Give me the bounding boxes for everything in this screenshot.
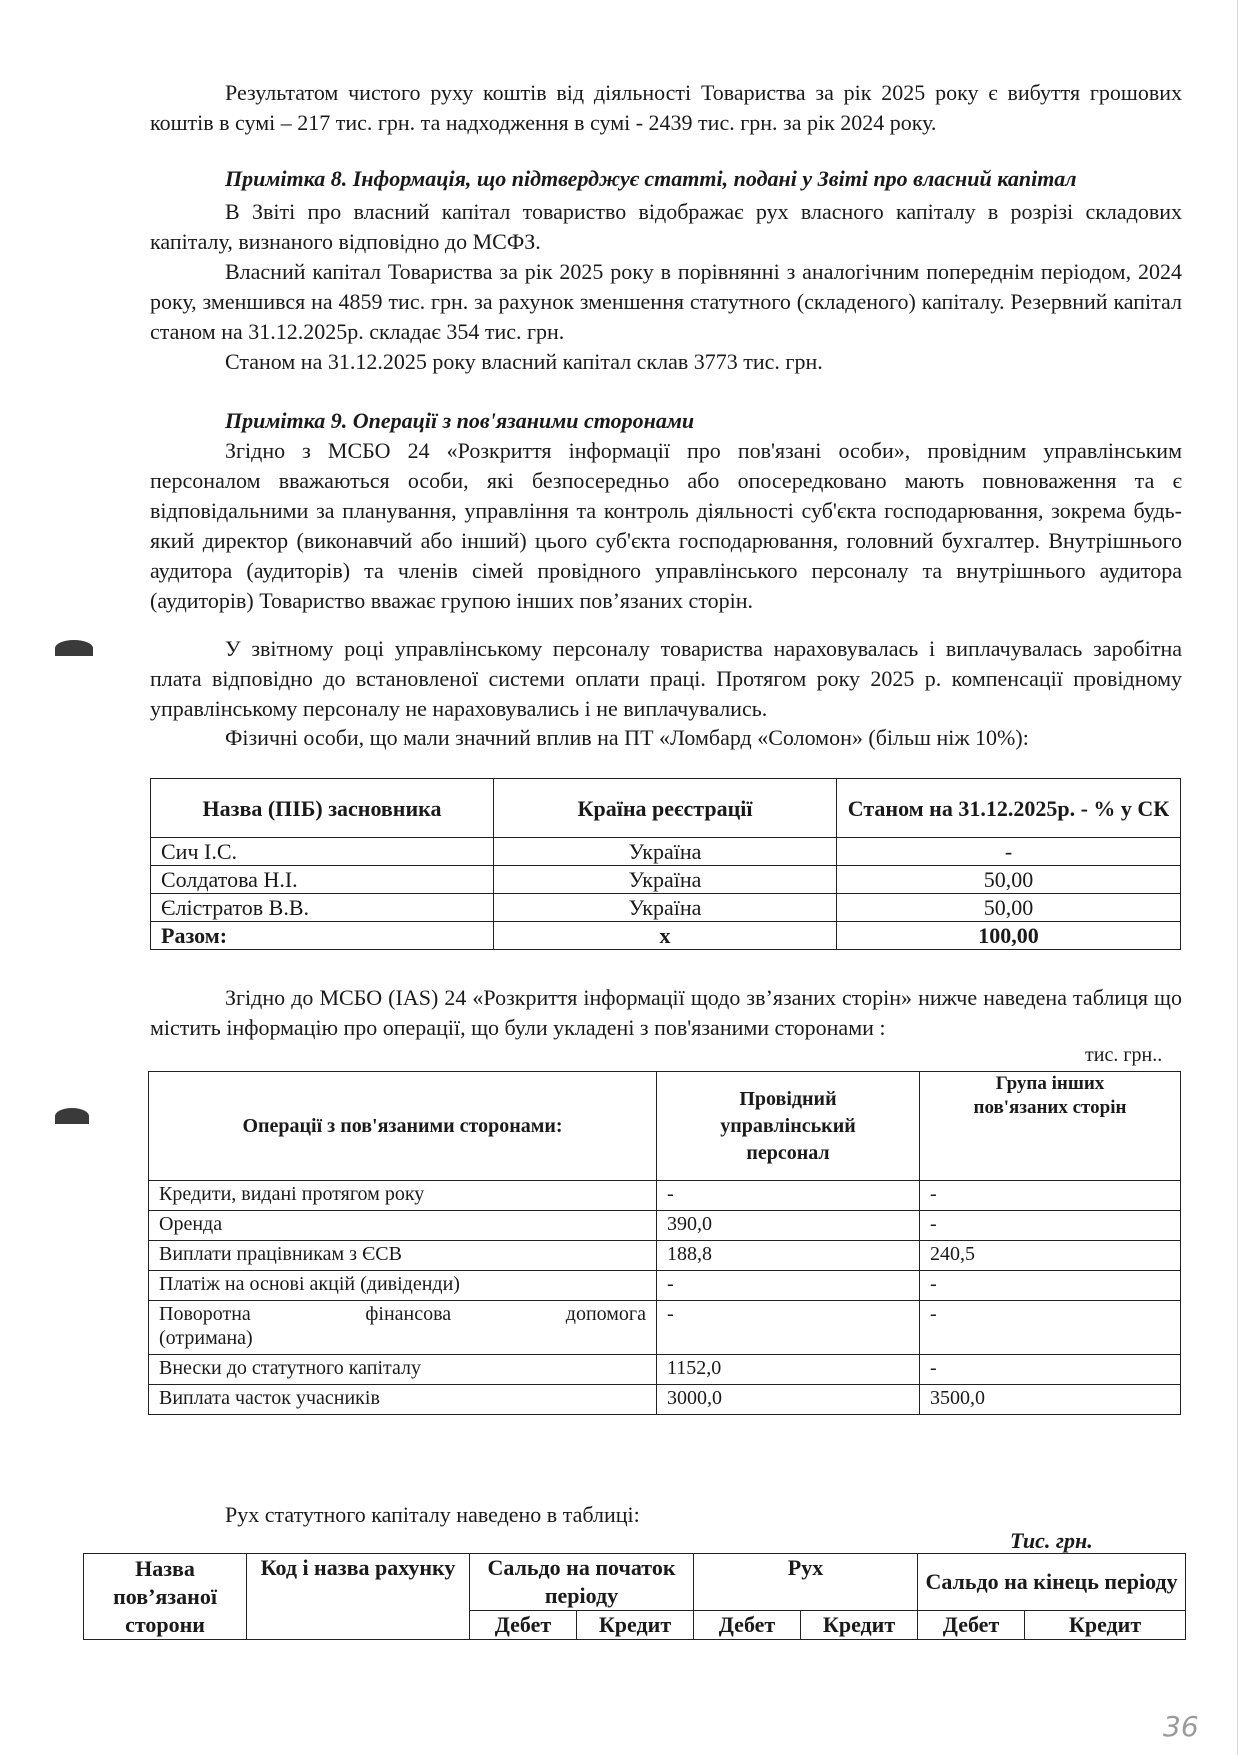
table-row	[151, 894, 1181, 922]
opening-debit-header: Дебет	[470, 1611, 577, 1640]
total-label: Разом:	[151, 922, 494, 950]
note8-paragraph-2	[150, 257, 1182, 347]
other-parties-value: -	[920, 1271, 1181, 1301]
movement-credit-header: Кредит	[801, 1611, 918, 1640]
ops-unit-label: тис. грн..	[1085, 1044, 1163, 1066]
total-share: 100,00	[837, 922, 1181, 950]
operation-name	[149, 1301, 657, 1355]
founders-col-name-header: Назва (ПІБ) засновника	[151, 779, 494, 838]
note8-p2-text: Власний капітал Товариства за рік 2025 року в порівнянні з аналогічним попереднім періодом, 2024 року, зменшився на 4859 тис. грн. за рахунок зменшення статутного (складеного) капіталу. Резервний капітал станом на 31.12.2025р. складає 354 тис. грн.	[150, 259, 1182, 344]
capital-col-opening-header: Сальдо на початок періоду	[470, 1554, 694, 1611]
ops-table-header-row	[149, 1072, 1181, 1181]
note8-paragraph-1	[150, 197, 1182, 257]
capital-movement-table	[83, 1553, 1186, 1640]
other-parties-value: -	[920, 1355, 1181, 1385]
total-country: х	[494, 922, 837, 950]
other-parties-value: -	[920, 1301, 1181, 1355]
capital-col-closing-header: Сальдо на кінець періоду	[918, 1554, 1186, 1611]
founder-share: 50,00	[837, 866, 1181, 894]
table-row	[149, 1355, 1181, 1385]
note9-p1-text: Згідно з МСБО 24 «Розкриття інформації про пов'язані особи», провідним управлінським персоналом вважаються особи, які безпосередньо або опосередковано мають повноваження та є відповідальними за планування, управління та контроль діяльності суб'єкта господарювання, зокрема будь-який директор (виконавчий або інший) цього суб'єкта господарювання, головний бухгалтер. Внутрішнього аудитора (аудиторів) та членів сімей провідного управлінського персоналу та внутрішнього аудитора (аудиторів) Товариство вважає групою інших пов’язаних сторін.	[150, 438, 1182, 613]
founder-country: Україна	[494, 894, 837, 922]
capital-unit-label: Тис. грн.	[1010, 1528, 1093, 1553]
founder-share: -	[837, 838, 1181, 866]
handwritten-page-number: 36	[1163, 1710, 1199, 1743]
key-personnel-value: 188,8	[657, 1241, 920, 1271]
operation-name-line-2: (отримана)	[159, 1327, 253, 1349]
table-row	[151, 838, 1181, 866]
ops-intro-text: Згідно до МСБО (IAS) 24 «Розкриття інформації щодо зв’язаних сторін» нижче наведена таблиця що містить інформацію про операції, що були укладені з пов'язаними сторонами :	[150, 985, 1182, 1040]
ops-col-operation-header: Операції з пов'язаними сторонами:	[149, 1072, 657, 1181]
note9-paragraph-1	[150, 436, 1182, 616]
capital-col-party-header: Назва пов’язаної сторони	[84, 1554, 247, 1640]
key-personnel-value: 1152,0	[657, 1355, 920, 1385]
note9-p2-text: У звітному році управлінському персоналу товариства нараховувалась і виплачувалась заробітна плата відповідно до встановленої системи оплати праці. Протягом року 2025 р. компенсації провідному управлінському персоналу не нараховувались і не виплачувались.	[150, 636, 1182, 721]
founders-col-share-header: Станом на 31.12.2025р. - % у СК	[837, 779, 1181, 838]
note8-paragraph-3	[150, 347, 1182, 377]
key-personnel-value: -	[657, 1301, 920, 1355]
operation-name-line-1	[159, 1302, 646, 1326]
capital-col-account-header: Код і назва рахунку	[247, 1554, 470, 1640]
founder-country: Україна	[494, 838, 837, 866]
key-personnel-value: -	[657, 1271, 920, 1301]
note9-paragraph-2	[150, 634, 1182, 724]
capital-intro-text: Рух статутного капіталу наведено в таблиці:	[225, 1502, 640, 1527]
table-row	[149, 1301, 1181, 1355]
founder-country: Україна	[494, 866, 837, 894]
capital-intro-paragraph	[150, 1500, 1182, 1530]
key-personnel-value: 3000,0	[657, 1385, 920, 1415]
note8-heading: Примітка 8. Інформація, що підтверджує статті, подані у Звіті про власний капітал	[225, 166, 1077, 191]
intro-paragraph	[150, 78, 1182, 138]
binder-hole-mark	[55, 640, 93, 656]
founder-name: Солдатова Н.І.	[151, 866, 494, 894]
other-parties-value: -	[920, 1181, 1181, 1211]
binder-hole-mark	[55, 1108, 89, 1124]
note9-p3-text: Фізичні особи, що мали значний вплив на ПТ «Ломбард «Соломон» (більш ніж 10%):	[225, 725, 1029, 750]
founders-total-row	[151, 922, 1181, 950]
founders-col-country-header: Країна реєстрації	[494, 779, 837, 838]
note9-heading: Примітка 9. Операції з пов'язаними сторонами	[225, 408, 695, 433]
table-row	[149, 1181, 1181, 1211]
operation-word: фінансова	[365, 1303, 452, 1325]
operation-word: допомога	[565, 1303, 646, 1325]
operation-name: Виплата часток учасників	[149, 1385, 657, 1415]
operation-name: Внески до статутного капіталу	[149, 1355, 657, 1385]
ops-col-key-personnel-header: Провідний управлінський персонал	[657, 1072, 920, 1181]
closing-credit-header: Кредит	[1025, 1611, 1186, 1640]
founder-share: 50,00	[837, 894, 1181, 922]
operation-name: Кредити, видані протягом року	[149, 1181, 657, 1211]
table-row	[149, 1271, 1181, 1301]
capital-col-movement-header: Рух	[694, 1554, 918, 1611]
table-row	[149, 1211, 1181, 1241]
ops-col-other-parties-header: Група інших пов'язаних сторін	[920, 1072, 1181, 1181]
table-row	[151, 866, 1181, 894]
founder-name: Сич І.С.	[151, 838, 494, 866]
opening-credit-header: Кредит	[577, 1611, 694, 1640]
key-personnel-value: -	[657, 1181, 920, 1211]
key-personnel-value: 390,0	[657, 1211, 920, 1241]
other-parties-value: 240,5	[920, 1241, 1181, 1271]
table-row	[149, 1241, 1181, 1271]
founder-name: Єлістратов В.В.	[151, 894, 494, 922]
other-parties-value: -	[920, 1211, 1181, 1241]
operation-name: Оренда	[149, 1211, 657, 1241]
operation-word: Поворотна	[159, 1303, 251, 1325]
operation-name: Платіж на основі акцій (дивіденди)	[149, 1271, 657, 1301]
closing-debit-header: Дебет	[918, 1611, 1025, 1640]
page-edge-line	[1237, 0, 1238, 1755]
movement-debit-header: Дебет	[694, 1611, 801, 1640]
related-party-operations-table	[148, 1071, 1181, 1415]
table-row	[149, 1385, 1181, 1415]
note9-paragraph-3	[150, 723, 1182, 753]
founders-table-header-row	[151, 779, 1181, 838]
other-parties-value: 3500,0	[920, 1385, 1181, 1415]
founders-table	[150, 778, 1181, 950]
ops-intro-paragraph	[150, 983, 1182, 1043]
note8-p3-text: Станом на 31.12.2025 року власний капітал склав 3773 тис. грн.	[225, 349, 823, 374]
note8-p1-text: В Звіті про власний капітал товариство відображає рух власного капіталу в розрізі складових капіталу, визнаного відповідно до МСФЗ.	[150, 199, 1182, 254]
intro-paragraph-text: Результатом чистого руху коштів від діяльності Товариства за рік 2025 року є вибуття грошових коштів в сумі – 217 тис. грн. та надходження в сумі - 2439 тис. грн. за рік 2024 року.	[150, 80, 1182, 135]
capital-table-header-row-1	[84, 1554, 1186, 1611]
operation-name: Виплати працівникам з ЄСВ	[149, 1241, 657, 1271]
